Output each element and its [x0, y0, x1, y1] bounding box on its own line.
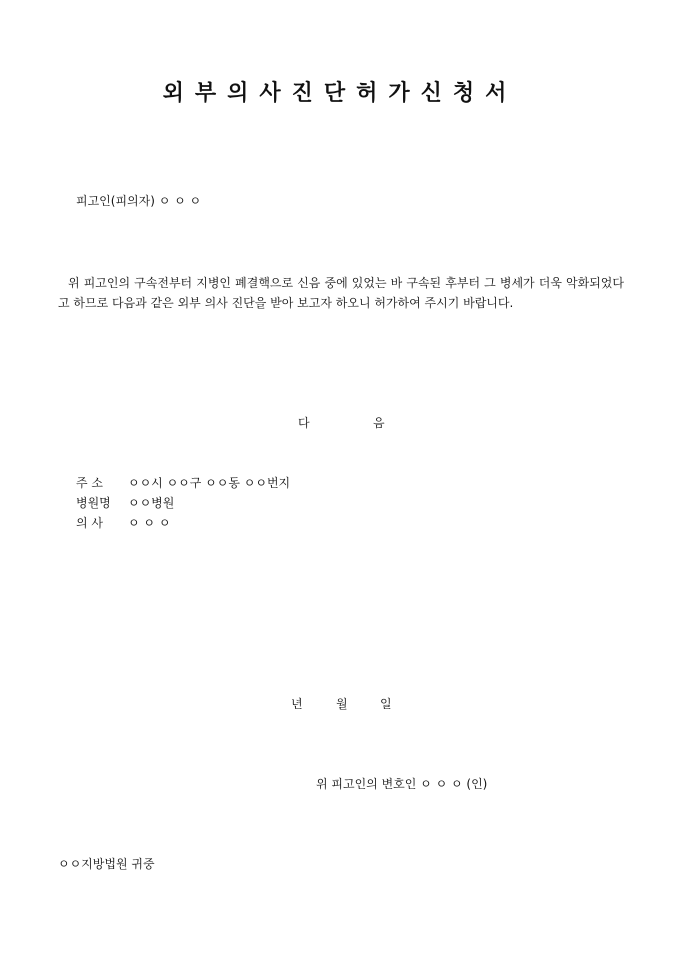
date-month: 월: [336, 697, 348, 711]
hospital-label: 병원명: [76, 496, 111, 510]
hospital-value: ㅇㅇ병원: [128, 496, 175, 510]
address-label: 주 소: [76, 476, 103, 490]
court-addressee: ㅇㅇ지방법원 귀중: [58, 857, 155, 871]
address-row: [76, 474, 290, 492]
date-year: 년: [291, 697, 303, 711]
doctor-label: 의 사: [76, 516, 103, 530]
doctor-row: [76, 514, 170, 532]
document-title: 외부의사진단허가신청서: [162, 80, 518, 106]
doctor-value: ㅇ ㅇ ㅇ: [128, 516, 171, 530]
signature-line: 위 피고인의 변호인 ㅇ ㅇ ㅇ (인): [316, 777, 488, 791]
date-day: 일: [380, 697, 392, 711]
request-body: 위 피고인의 구속전부터 지병인 폐결핵으로 신음 중에 있었는 바 구속된 후부터 그 병세가 더욱 악화되었다고 하므로 다음과 같은 외부 의사 진단을 받아 보고자 하오니 허가하여 주시기 바랍니다.: [58, 276, 624, 310]
notice-heading-left: 다: [298, 416, 310, 430]
defendant-line: 피고인(피의자) ㅇ ㅇ ㅇ: [76, 194, 202, 208]
hospital-row: [76, 494, 174, 512]
notice-heading-right: 음: [373, 416, 385, 430]
address-value: ㅇㅇ시 ㅇㅇ구 ㅇㅇ동 ㅇㅇ번지: [128, 476, 291, 490]
